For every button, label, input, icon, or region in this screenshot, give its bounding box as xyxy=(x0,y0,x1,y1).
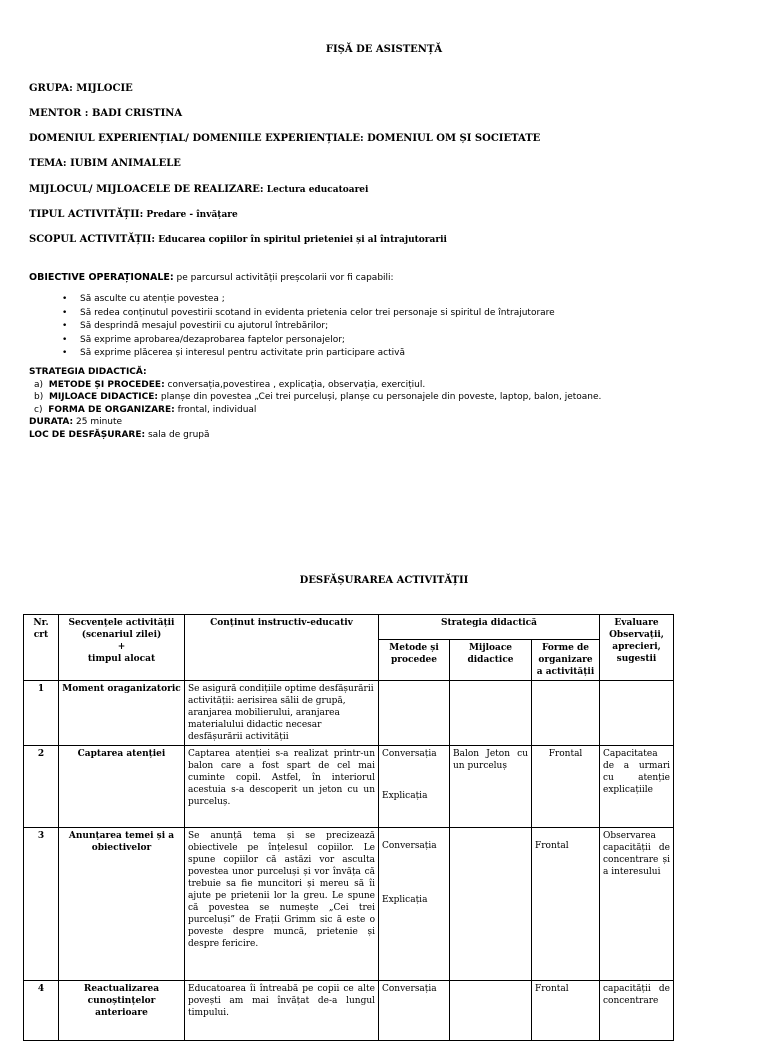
objective-item: • Să exprime aprobarea/dezaprobarea faptelor personajelor; xyxy=(60,334,555,348)
cell-content: Se anunță tema și se precizează obiectivele pe înțelesul copiilor. Le spune copiilor că astăzi vor asculta povestea unor purceluși și vor învăța că trebuie sa fie muncitori și mereu să îi ajute pe prietenii lor la greu. Le spune că povestea se numește „Cei trei purceluși” de Frații Grimm sic ă este o poveste despre muncă, prietenie și despre fericire. xyxy=(185,828,379,981)
domain-line: DOMENIUL EXPERIENȚIAL/ DOMENIILE EXPERIENȚIALE: DOMENIUL OM ȘI SOCIETATE xyxy=(29,133,541,144)
cell-evaluation: capacității de concentrare xyxy=(600,981,674,1041)
header-strategy: Strategia didactică xyxy=(379,615,600,640)
cell-sequence: Captarea atenției xyxy=(59,746,185,828)
cell-evaluation xyxy=(600,681,674,746)
objectives-list xyxy=(60,293,555,361)
theme-line: TEMA: IUBIM ANIMALELE xyxy=(29,158,181,169)
cell-methods xyxy=(379,681,450,746)
cell-evaluation: Capacitatea de a urmari cu atenție explicațiile xyxy=(600,746,674,828)
header-evaluation: Evaluare Observații, aprecieri, sugestii xyxy=(600,615,674,681)
cell-nr: 4 xyxy=(24,981,59,1041)
bullet-icon: • xyxy=(62,307,68,318)
table-row xyxy=(24,828,674,981)
bullet-icon: • xyxy=(62,294,68,304)
header-methods: Metode și procedee xyxy=(379,640,450,681)
cell-means: Balon Jeton cu un purceluș xyxy=(450,746,532,828)
strategy-heading: STRATEGIA DIDACTICĂ: xyxy=(29,367,147,377)
cell-forms: Frontal xyxy=(532,981,600,1041)
header-content: Conținut instructiv-educativ xyxy=(185,615,379,681)
document-title: FIȘĂ DE ASISTENȚĂ xyxy=(325,44,443,55)
header-sequence: Secvențele activității (scenariul zilei) + timpul alocat xyxy=(59,615,185,681)
cell-nr: 3 xyxy=(24,828,59,981)
objective-item: • Să exprime plăcerea și interesul pentru activitate prin participare activă xyxy=(60,347,555,361)
duration-line: DURATA: 25 minute xyxy=(29,417,123,427)
activity-type-line: TIPUL ACTIVITĂȚII: Predare - învățare xyxy=(29,209,238,220)
activity-table xyxy=(23,614,674,1041)
strategy-block xyxy=(29,366,601,441)
objective-item: • Să redea conținutul povestirii scotand in evidenta prietenia celor trei personaje si spiritul de întrajutorare xyxy=(60,307,555,321)
table-header-row xyxy=(24,615,674,640)
purpose-line: SCOPUL ACTIVITĂȚII: Educarea copiilor în spiritul prieteniei și al întrajutorarii xyxy=(29,234,447,245)
strategy-item: a) METODE ȘI PROCEDEE: conversația,povestirea , explicația, observația, exercițiul. xyxy=(34,379,426,390)
means-line: MIJLOCUL/ MIJLOACELE DE REALIZARE: Lectura educatoarei xyxy=(29,184,369,195)
cell-evaluation: Observarea capacității de concentrare și a interesului xyxy=(600,828,674,981)
bullet-icon: • xyxy=(62,348,68,358)
header-means: Mijloace didactice xyxy=(450,640,532,681)
cell-content: Captarea atenției s-a realizat printr-un balon care a fost spart de cel mai cuminte copil. Astfel, în interiorul acestuia s-a descoperit un jeton cu un purceluș. xyxy=(185,746,379,828)
cell-methods: Conversația xyxy=(379,981,450,1041)
strategy-item: c) FORMA DE ORGANIZARE: frontal, individual xyxy=(34,404,257,415)
cell-content: Se asigură condițiile optime desfășurării activității: aerisirea sălii de grupă, aranjarea mobilierului, aranjarea materialului didactic necesar desfășurării activității xyxy=(185,681,379,746)
bullet-icon: • xyxy=(62,321,68,331)
cell-nr: 1 xyxy=(24,681,59,746)
mentor-line: MENTOR : BADI CRISTINA xyxy=(29,108,183,119)
location-line: LOC DE DESFĂȘURARE: sala de grupă xyxy=(29,429,210,440)
objective-item: • Să desprindă mesajul povestirii cu ajutorul întrebărilor; xyxy=(60,320,555,334)
strategy-item: b) MIJLOACE DIDACTICE: planșe din povestea „Cei trei purceluși, planșe cu personajele din poveste, laptop, balon, jetoane. xyxy=(34,392,602,402)
cell-nr: 2 xyxy=(24,746,59,828)
cell-sequence: Moment oraganizatoric xyxy=(59,681,185,746)
cell-forms: Frontal xyxy=(532,828,600,981)
group-line: GRUPA: MIJLOCIE xyxy=(29,83,133,94)
cell-sequence: Reactualizarea cunoștințelor anterioare xyxy=(59,981,185,1041)
section-title: DESFĂȘURAREA ACTIVITĂȚII xyxy=(299,575,469,586)
header-forms: Forme de organizare a activității xyxy=(532,640,600,681)
bullet-icon: • xyxy=(62,334,68,345)
objective-item: • Să asculte cu atenție povestea ; xyxy=(60,293,555,307)
table-row xyxy=(24,681,674,746)
cell-forms xyxy=(532,681,600,746)
cell-means xyxy=(450,681,532,746)
cell-sequence: Anunțarea temei și a obiectivelor xyxy=(59,828,185,981)
header-nr: Nr. crt xyxy=(24,615,59,681)
cell-forms: Frontal xyxy=(532,746,600,828)
cell-methods: Conversația Explicația xyxy=(379,828,450,981)
cell-methods: Conversația Explicația xyxy=(379,746,450,828)
table-row xyxy=(24,746,674,828)
objectives-heading: OBIECTIVE OPERAȚIONALE: pe parcursul activității preșcolarii vor fi capabili: xyxy=(29,272,394,283)
cell-content: Educatoarea îi întreabă pe copii ce alte povești am mai învățat de-a lungul timpului. xyxy=(185,981,379,1041)
table-row xyxy=(24,981,674,1041)
cell-means xyxy=(450,828,532,981)
cell-means xyxy=(450,981,532,1041)
